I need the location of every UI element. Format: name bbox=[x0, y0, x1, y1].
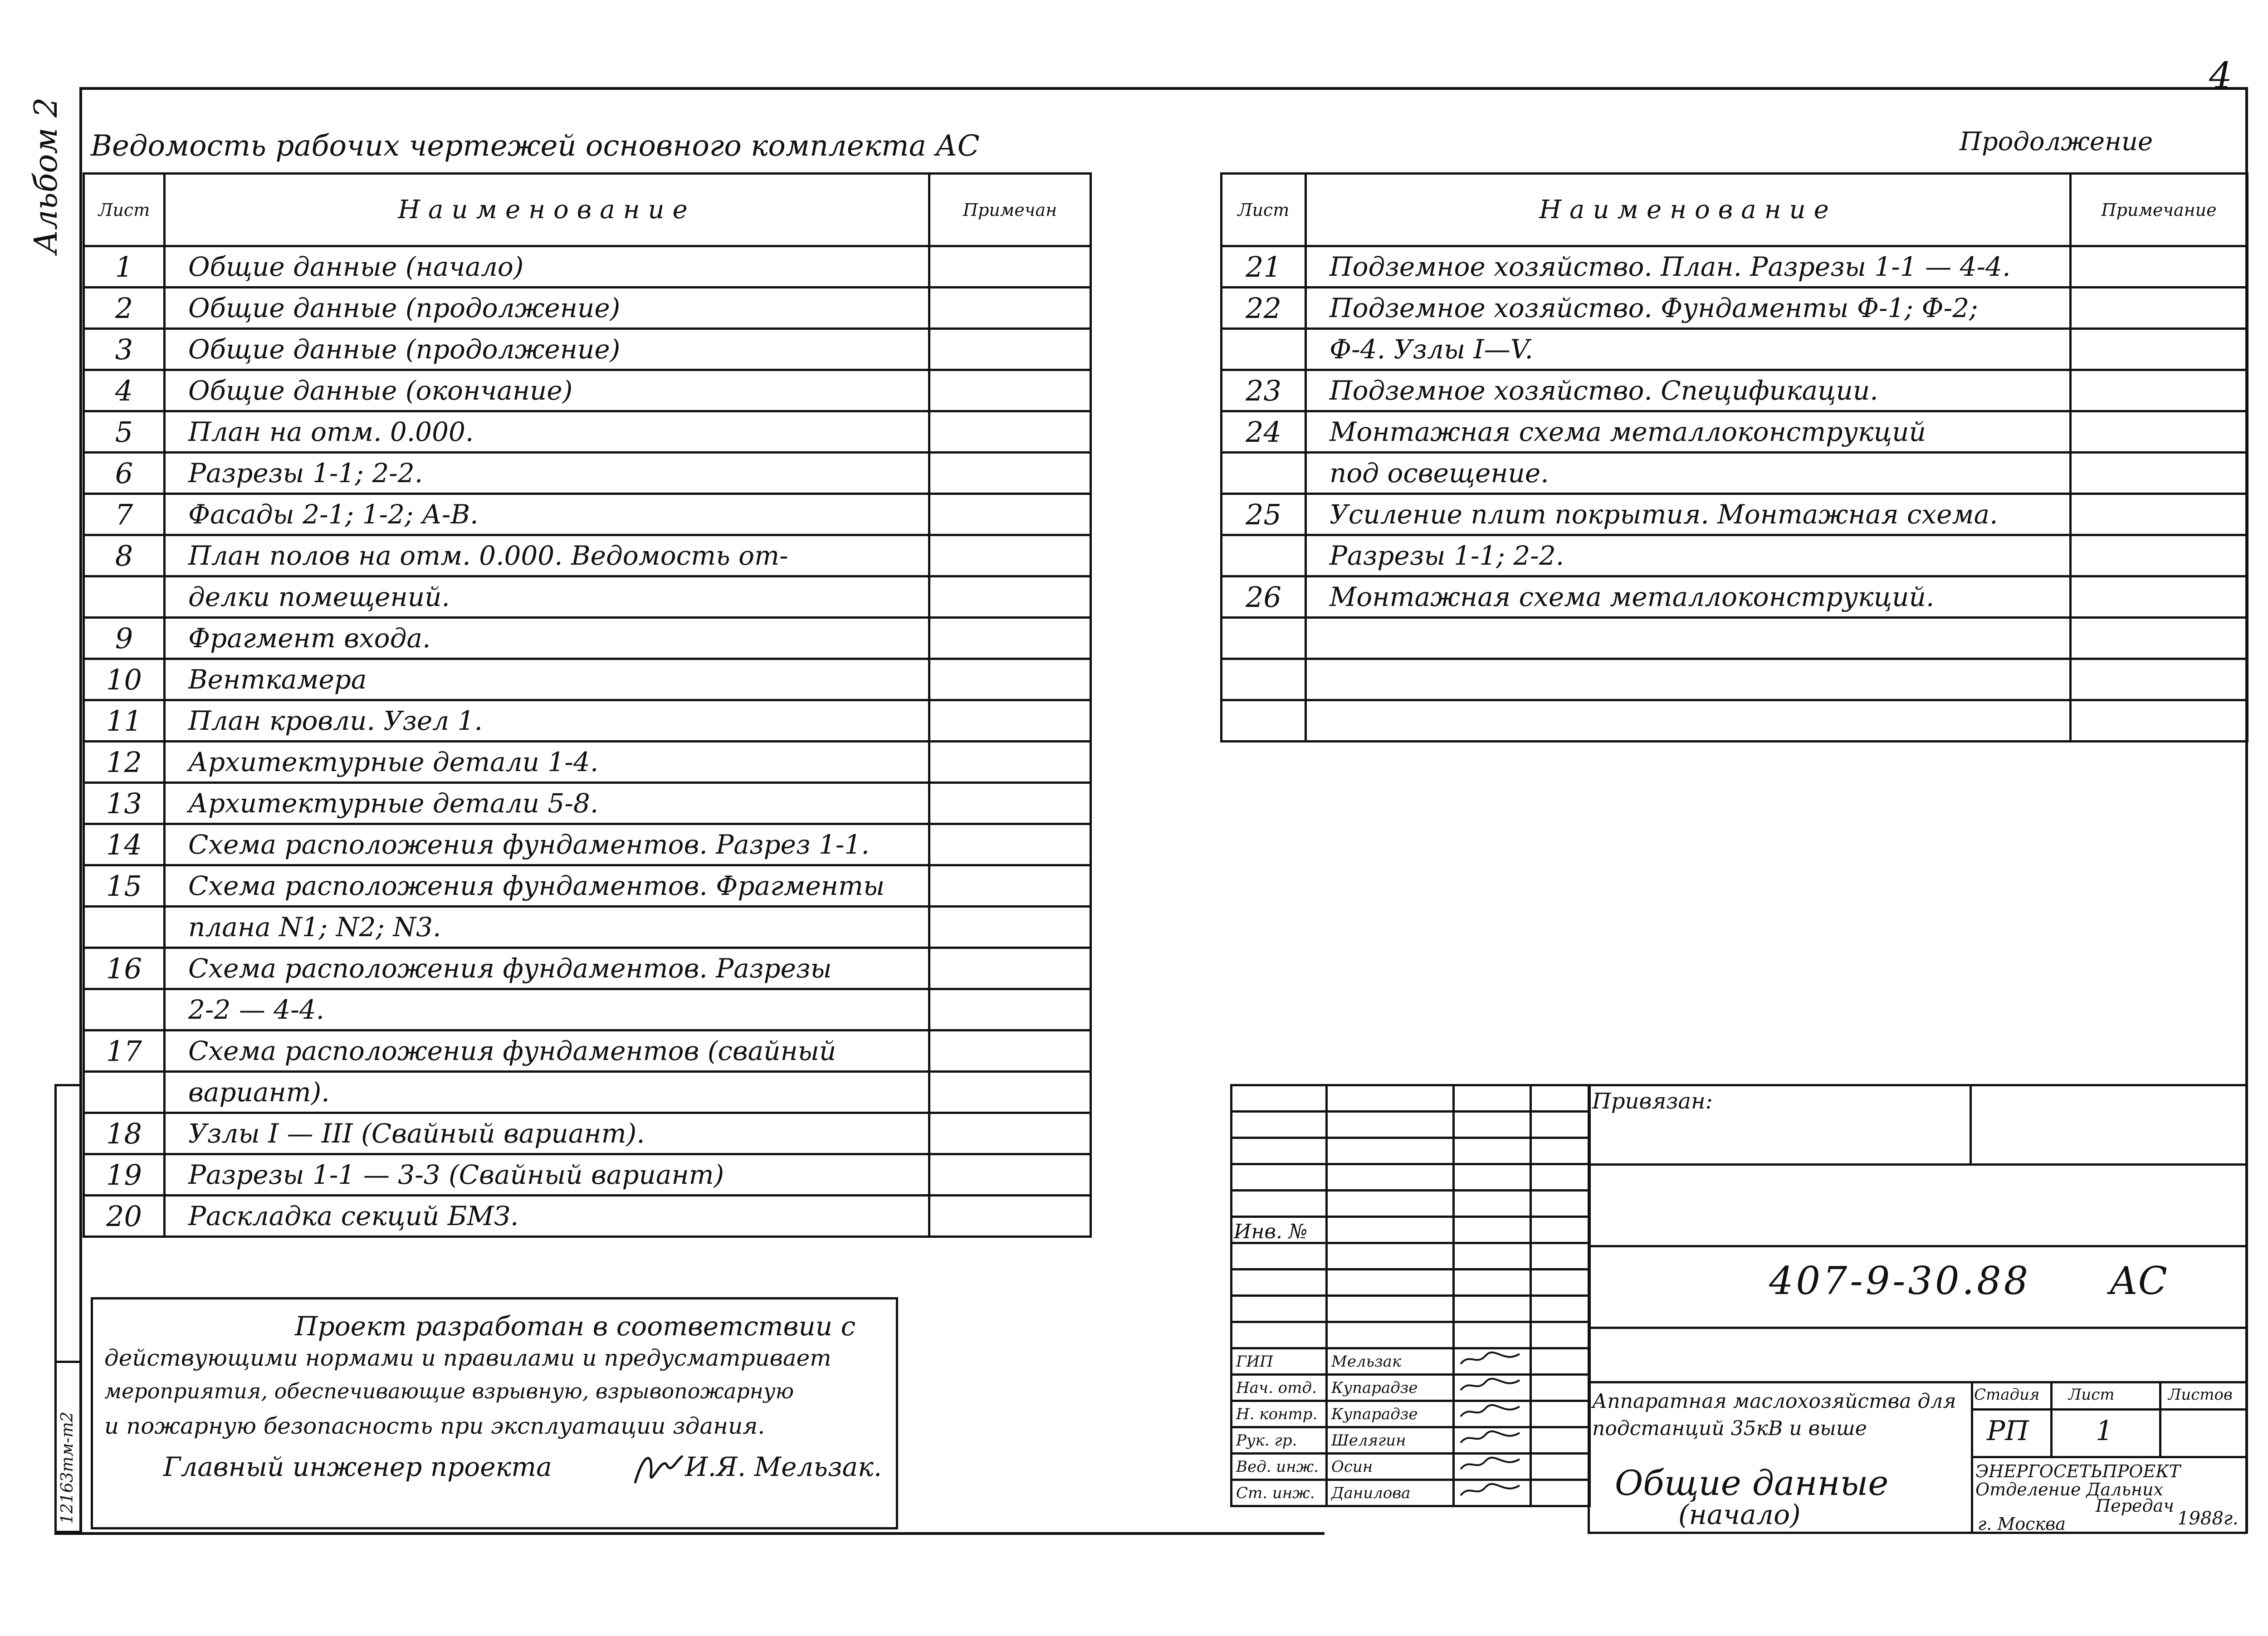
note-line-4: и пожарную безопасность при эксплуатации здания. bbox=[104, 1413, 765, 1439]
stamp-empty-row bbox=[1232, 1322, 1590, 1348]
sheet-title: Раскладка секций БМЗ. bbox=[165, 1196, 929, 1237]
register-row bbox=[1222, 535, 2248, 576]
stamp-cell bbox=[1232, 1112, 1327, 1138]
sheet-label: Лист bbox=[2068, 1386, 2115, 1404]
sheet-note bbox=[929, 989, 1091, 1030]
stamp-cell bbox=[1232, 1085, 1327, 1112]
sheet-number: 14 bbox=[84, 824, 165, 865]
sheet-title: Общие данные (окончание) bbox=[165, 370, 929, 411]
stamp-empty-row bbox=[1232, 1164, 1590, 1191]
sheet-title: Общие данные (продолжение) bbox=[165, 329, 929, 370]
sheet-note bbox=[2071, 659, 2248, 700]
signature-icon bbox=[1458, 1403, 1522, 1421]
register-row bbox=[84, 1154, 1091, 1196]
stamp-cell bbox=[1454, 1322, 1531, 1348]
register-row bbox=[84, 288, 1091, 329]
register-row bbox=[84, 742, 1091, 783]
register-row bbox=[84, 948, 1091, 989]
register-row bbox=[84, 700, 1091, 742]
sheet-note bbox=[2071, 453, 2248, 494]
sheet-number: 1 bbox=[84, 246, 165, 288]
stamp-line-1 bbox=[1588, 1163, 2248, 1166]
sheet-number bbox=[1222, 659, 1306, 700]
sheet-note bbox=[2071, 411, 2248, 453]
stamp-empty-row bbox=[1232, 1138, 1590, 1164]
sheet-title: Монтажная схема металлоконструкций. bbox=[1306, 576, 2071, 618]
sheet-number: 20 bbox=[84, 1196, 165, 1237]
note-line-1: Проект разработан в соответствии с bbox=[295, 1311, 856, 1342]
sheets-label: Листов bbox=[2168, 1386, 2233, 1404]
register-row bbox=[84, 618, 1091, 659]
sheet-number: 15 bbox=[84, 865, 165, 907]
right-register-table bbox=[1220, 172, 2248, 742]
sheet-title: Усиление плит покрытия. Монтажная схема. bbox=[1306, 494, 2071, 535]
register-row bbox=[84, 246, 1091, 288]
frame-bottom-line bbox=[54, 1532, 1325, 1535]
stamp-empty-row bbox=[1232, 1112, 1590, 1138]
signer-row bbox=[1232, 1348, 1590, 1375]
sheet-title: делки помещений. bbox=[165, 576, 929, 618]
signer-signature bbox=[1454, 1480, 1531, 1506]
signer-row bbox=[1232, 1401, 1590, 1427]
stamp-signature-grid bbox=[1230, 1084, 1591, 1507]
sheet-note bbox=[929, 329, 1091, 370]
org-line-3: Передач bbox=[2096, 1496, 2174, 1516]
continuation-label: Продолжение bbox=[1960, 127, 2153, 156]
sheet-note bbox=[929, 288, 1091, 329]
stamp-cell bbox=[1531, 1348, 1590, 1375]
note-line-2: действующими нормами и правилами и предусматривает bbox=[104, 1345, 831, 1371]
stamp-cell bbox=[1327, 1217, 1454, 1243]
sheet-title: План на отм. 0.000. bbox=[165, 411, 929, 453]
register-row bbox=[84, 989, 1091, 1030]
sheet-note bbox=[929, 700, 1091, 742]
register-row bbox=[1222, 576, 2248, 618]
sheet-note bbox=[929, 907, 1091, 948]
sheet-number: 2 bbox=[84, 288, 165, 329]
register-title: Ведомость рабочих чертежей основного комплекта АС bbox=[91, 129, 980, 163]
stamp-cell bbox=[1454, 1085, 1531, 1112]
signer-role: Ст. инж. bbox=[1232, 1480, 1327, 1506]
signer-row bbox=[1232, 1427, 1590, 1454]
doc-title-line-2: (начало) bbox=[1678, 1499, 1801, 1531]
signature-name: И.Я. Мельзак. bbox=[685, 1451, 882, 1482]
signer-name: Мельзак bbox=[1327, 1348, 1454, 1375]
register-row bbox=[84, 1030, 1091, 1072]
stamp-cell bbox=[1531, 1401, 1590, 1427]
header-name: Наименование bbox=[1306, 174, 2071, 246]
register-row bbox=[1222, 246, 2248, 288]
inv-label: Инв. № bbox=[1234, 1220, 1308, 1243]
stamp-cell bbox=[1531, 1164, 1590, 1191]
sheet-number bbox=[1222, 453, 1306, 494]
sheet-number: 11 bbox=[84, 700, 165, 742]
document-code: 407-9-30.88 bbox=[1769, 1259, 2031, 1303]
sheet-value: 1 bbox=[2096, 1415, 2113, 1447]
sheet-note bbox=[929, 618, 1091, 659]
sheet-number: 4 bbox=[84, 370, 165, 411]
sheet-number: 21 bbox=[1222, 246, 1306, 288]
register-row bbox=[1222, 411, 2248, 453]
stamp-cell bbox=[1531, 1085, 1590, 1112]
header-sheet: Лист bbox=[1222, 174, 1306, 246]
chief-engineer-signature bbox=[631, 1447, 685, 1497]
stamp-cell bbox=[1454, 1217, 1531, 1243]
register-row bbox=[84, 535, 1091, 576]
signature-icon bbox=[1458, 1350, 1522, 1368]
sheet-note bbox=[2071, 700, 2248, 742]
register-row bbox=[84, 907, 1091, 948]
sheet-title: Узлы I — III (Свайный вариант). bbox=[165, 1113, 929, 1154]
signer-name: Шелягин bbox=[1327, 1427, 1454, 1454]
stamp-cell bbox=[1454, 1138, 1531, 1164]
sheet-number: 10 bbox=[84, 659, 165, 700]
signer-signature bbox=[1454, 1375, 1531, 1401]
sheet-note bbox=[929, 1154, 1091, 1196]
sheet-title: Подземное хозяйство. Спецификации. bbox=[1306, 370, 2071, 411]
stamp-cell bbox=[1232, 1191, 1327, 1217]
sheet-title: Общие данные (начало) bbox=[165, 246, 929, 288]
sheet-note bbox=[929, 494, 1091, 535]
sheet-title bbox=[1306, 618, 2071, 659]
sheet-title: Архитектурные детали 5-8. bbox=[165, 783, 929, 824]
stamp-cell bbox=[1327, 1138, 1454, 1164]
stage-value: РП bbox=[1987, 1415, 2029, 1447]
note-line-3: мероприятия, обеспечивающие взрывную, взрывопожарную bbox=[104, 1379, 794, 1403]
signature-icon bbox=[1458, 1455, 1522, 1474]
stamp-cell bbox=[1531, 1322, 1590, 1348]
stamp-cell bbox=[1531, 1454, 1590, 1480]
sheet-note bbox=[2071, 246, 2248, 288]
sheet-number: 23 bbox=[1222, 370, 1306, 411]
stamp-cell bbox=[1531, 1427, 1590, 1454]
sheet-note bbox=[929, 411, 1091, 453]
signer-row bbox=[1232, 1375, 1590, 1401]
register-row bbox=[84, 494, 1091, 535]
stamp-empty-row bbox=[1232, 1085, 1590, 1112]
stamp-cell bbox=[1327, 1322, 1454, 1348]
sheet-number: 16 bbox=[84, 948, 165, 989]
stamp-empty-row bbox=[1232, 1296, 1590, 1322]
sheet-note bbox=[2071, 370, 2248, 411]
register-row bbox=[84, 576, 1091, 618]
register-row bbox=[84, 453, 1091, 494]
signature-icon bbox=[1458, 1377, 1522, 1395]
sheet-note bbox=[929, 246, 1091, 288]
sheet-title: План полов на отм. 0.000. Ведомость от- bbox=[165, 535, 929, 576]
signer-row bbox=[1232, 1454, 1590, 1480]
stamp-cell bbox=[1327, 1270, 1454, 1296]
album-label: Альбом 2 bbox=[27, 97, 64, 254]
sheet-note bbox=[929, 1030, 1091, 1072]
sheet-title: Фасады 2-1; 1-2; А-В. bbox=[165, 494, 929, 535]
signer-name: Купарадзе bbox=[1327, 1401, 1454, 1427]
stamp-line-3 bbox=[1588, 1245, 2248, 1247]
sheet-title: 2-2 — 4-4. bbox=[165, 989, 929, 1030]
stamp-cell bbox=[1454, 1243, 1531, 1270]
left-register-table bbox=[83, 172, 1092, 1238]
signature-icon bbox=[1458, 1429, 1522, 1447]
register-row bbox=[1222, 288, 2248, 329]
stage-label: Стадия bbox=[1974, 1386, 2040, 1404]
project-title: Аппаратная маслохозяйства для подстанций 35кВ и выше bbox=[1592, 1390, 1956, 1440]
sheet-number bbox=[84, 1072, 165, 1113]
sheet-note bbox=[2071, 535, 2248, 576]
sheet-title: Фрагмент входа. bbox=[165, 618, 929, 659]
stamp-cell bbox=[1531, 1138, 1590, 1164]
register-row bbox=[84, 329, 1091, 370]
document-mark: АС bbox=[2109, 1259, 2167, 1303]
signer-signature bbox=[1454, 1348, 1531, 1375]
signer-role: Нач. отд. bbox=[1232, 1375, 1327, 1401]
sheet-number: 9 bbox=[84, 618, 165, 659]
sheet-note bbox=[929, 370, 1091, 411]
sheet-title: Архитектурные детали 1-4. bbox=[165, 742, 929, 783]
sheet-title: под освещение. bbox=[1306, 453, 2071, 494]
header-note: Примечание bbox=[2071, 174, 2248, 246]
header-sheet: Лист bbox=[84, 174, 165, 246]
stamp-cell bbox=[1327, 1191, 1454, 1217]
sheet-title: Разрезы 1-1 — 3-3 (Свайный вариант) bbox=[165, 1154, 929, 1196]
sheet-title: Схема расположения фундаментов. Разрезы bbox=[165, 948, 929, 989]
stamp-line-9 bbox=[2050, 1381, 2053, 1457]
org-line-4: г. Москва bbox=[1978, 1514, 2066, 1534]
register-row bbox=[1222, 370, 2248, 411]
stamp-cell bbox=[1531, 1191, 1590, 1217]
sheet-title: плана N1; N2; N3. bbox=[165, 907, 929, 948]
stamp-cell bbox=[1232, 1296, 1327, 1322]
stamp-cell bbox=[1454, 1191, 1531, 1217]
sheet-note bbox=[929, 659, 1091, 700]
signer-name: Купарадзе bbox=[1327, 1375, 1454, 1401]
stamp-line-5 bbox=[1588, 1381, 2248, 1383]
page-number: 4 bbox=[2209, 54, 2232, 97]
sheet-note bbox=[2071, 288, 2248, 329]
stamp-line-8 bbox=[1971, 1456, 2248, 1458]
register-row bbox=[84, 824, 1091, 865]
sheet-title: Разрезы 1-1; 2-2. bbox=[165, 453, 929, 494]
signer-role: Вед. инж. bbox=[1232, 1454, 1327, 1480]
sheet-note bbox=[2071, 329, 2248, 370]
signer-role: ГИП bbox=[1232, 1348, 1327, 1375]
sheet-number bbox=[1222, 700, 1306, 742]
register-row bbox=[84, 411, 1091, 453]
stamp-cell bbox=[1531, 1112, 1590, 1138]
sheet-title: Схема расположения фундаментов. Фрагменты bbox=[165, 865, 929, 907]
stamp-cell bbox=[1454, 1270, 1531, 1296]
sheet-number: 7 bbox=[84, 494, 165, 535]
stamp-line-4 bbox=[1588, 1327, 2248, 1329]
sheet-number bbox=[84, 576, 165, 618]
sheet-note bbox=[929, 824, 1091, 865]
sheet-note bbox=[929, 783, 1091, 824]
register-row bbox=[1222, 329, 2248, 370]
stamp-cell bbox=[1232, 1322, 1327, 1348]
sheet-note bbox=[929, 742, 1091, 783]
signer-signature bbox=[1454, 1454, 1531, 1480]
signer-name: Данилова bbox=[1327, 1480, 1454, 1506]
signer-signature bbox=[1454, 1401, 1531, 1427]
signer-signature bbox=[1454, 1427, 1531, 1454]
signature-icon bbox=[1458, 1482, 1522, 1500]
sheet-title: Разрезы 1-1; 2-2. bbox=[1306, 535, 2071, 576]
stamp-line-2 bbox=[1970, 1084, 1972, 1165]
attached-label: Привязан: bbox=[1592, 1089, 1713, 1114]
register-row bbox=[84, 783, 1091, 824]
sheet-title: Схема расположения фундаментов (свайный bbox=[165, 1030, 929, 1072]
stamp-cell bbox=[1454, 1164, 1531, 1191]
sheet-number: 22 bbox=[1222, 288, 1306, 329]
register-row bbox=[1222, 700, 2248, 742]
sheet-note bbox=[929, 948, 1091, 989]
inventory-number: 12163тм-т2 bbox=[58, 1411, 77, 1524]
sheet-number: 25 bbox=[1222, 494, 1306, 535]
stamp-cell bbox=[1531, 1270, 1590, 1296]
stamp-empty-row bbox=[1232, 1243, 1590, 1270]
stamp-cell bbox=[1327, 1243, 1454, 1270]
org-year: 1988г. bbox=[2177, 1508, 2239, 1529]
sheet-title: Венткамера bbox=[165, 659, 929, 700]
stamp-cell bbox=[1454, 1296, 1531, 1322]
sheet-number: 18 bbox=[84, 1113, 165, 1154]
signer-role: Рук. гр. bbox=[1232, 1427, 1327, 1454]
stamp-cell bbox=[1232, 1270, 1327, 1296]
sheet-number: 6 bbox=[84, 453, 165, 494]
sheet-title: вариант). bbox=[165, 1072, 929, 1113]
sheet-note bbox=[929, 576, 1091, 618]
signature-label: Главный инженер проекта bbox=[163, 1451, 552, 1482]
stamp-cell bbox=[1454, 1112, 1531, 1138]
sheet-title: Подземное хозяйство. Фундаменты Ф-1; Ф-2; bbox=[1306, 288, 2071, 329]
register-row bbox=[1222, 618, 2248, 659]
sheet-number bbox=[1222, 618, 1306, 659]
stamp-cell bbox=[1531, 1296, 1590, 1322]
sheet-note bbox=[929, 1113, 1091, 1154]
stamp-cell bbox=[1531, 1217, 1590, 1243]
sheet-note bbox=[2071, 576, 2248, 618]
register-row bbox=[84, 370, 1091, 411]
stamp-cell bbox=[1232, 1138, 1327, 1164]
frame-top-line bbox=[79, 87, 2248, 90]
sheet-note bbox=[929, 535, 1091, 576]
org-line-1: ЭНЕРГОСЕТЬПРОЕКТ bbox=[1975, 1461, 2180, 1481]
register-row bbox=[1222, 659, 2248, 700]
sheet-number: 5 bbox=[84, 411, 165, 453]
stamp-cell bbox=[1531, 1375, 1590, 1401]
header-note: Примечан bbox=[929, 174, 1091, 246]
sheet-number: 17 bbox=[84, 1030, 165, 1072]
register-row bbox=[1222, 494, 2248, 535]
stamp-cell bbox=[1232, 1243, 1327, 1270]
stamp-cell bbox=[1327, 1296, 1454, 1322]
stamp-empty-row bbox=[1232, 1270, 1590, 1296]
stamp-cell bbox=[1327, 1112, 1454, 1138]
stamp-cell bbox=[1232, 1164, 1327, 1191]
register-row bbox=[84, 1196, 1091, 1237]
header-name: Наименование bbox=[165, 174, 929, 246]
sheet-title: Ф-4. Узлы I—V. bbox=[1306, 329, 2071, 370]
register-row bbox=[84, 865, 1091, 907]
sheet-note bbox=[929, 865, 1091, 907]
stamp-line-7 bbox=[1971, 1408, 2248, 1411]
sheet-number bbox=[1222, 329, 1306, 370]
sheet-number: 24 bbox=[1222, 411, 1306, 453]
stamp-empty-row bbox=[1232, 1191, 1590, 1217]
stamp-cell bbox=[1327, 1164, 1454, 1191]
sheet-title bbox=[1306, 659, 2071, 700]
sheet-title: Схема расположения фундаментов. Разрез 1-1. bbox=[165, 824, 929, 865]
doc-title-line-1: Общие данные bbox=[1615, 1463, 1889, 1503]
sheet-note bbox=[2071, 494, 2248, 535]
sheet-note bbox=[929, 1196, 1091, 1237]
signer-row bbox=[1232, 1480, 1590, 1506]
signer-name: Осин bbox=[1327, 1454, 1454, 1480]
sheet-title: Общие данные (продолжение) bbox=[165, 288, 929, 329]
sheet-number bbox=[84, 989, 165, 1030]
sheet-number: 19 bbox=[84, 1154, 165, 1196]
stamp-cell bbox=[1327, 1085, 1454, 1112]
sheet-title: Монтажная схема металлоконструкций bbox=[1306, 411, 2071, 453]
sheet-number: 13 bbox=[84, 783, 165, 824]
register-row bbox=[84, 659, 1091, 700]
stamp-cell bbox=[1531, 1243, 1590, 1270]
signer-role: Н. контр. bbox=[1232, 1401, 1327, 1427]
sheet-note bbox=[929, 1072, 1091, 1113]
register-row bbox=[1222, 453, 2248, 494]
stamp-line-10 bbox=[2159, 1381, 2161, 1457]
sheet-note bbox=[929, 453, 1091, 494]
sheet-note bbox=[2071, 618, 2248, 659]
sheet-title bbox=[1306, 700, 2071, 742]
sheet-number bbox=[84, 907, 165, 948]
stamp-cell bbox=[1531, 1480, 1590, 1506]
sheet-number: 12 bbox=[84, 742, 165, 783]
register-row bbox=[84, 1113, 1091, 1154]
sheet-number: 26 bbox=[1222, 576, 1306, 618]
org-line-2: Отделение Дальних bbox=[1975, 1480, 2163, 1499]
sheet-title: Подземное хозяйство. План. Разрезы 1-1 — 4-4. bbox=[1306, 246, 2071, 288]
inventory-strip-divider bbox=[54, 1361, 82, 1363]
sheet-number: 3 bbox=[84, 329, 165, 370]
sheet-number bbox=[1222, 535, 1306, 576]
register-row bbox=[84, 1072, 1091, 1113]
sheet-number: 8 bbox=[84, 535, 165, 576]
sheet-title: План кровли. Узел 1. bbox=[165, 700, 929, 742]
